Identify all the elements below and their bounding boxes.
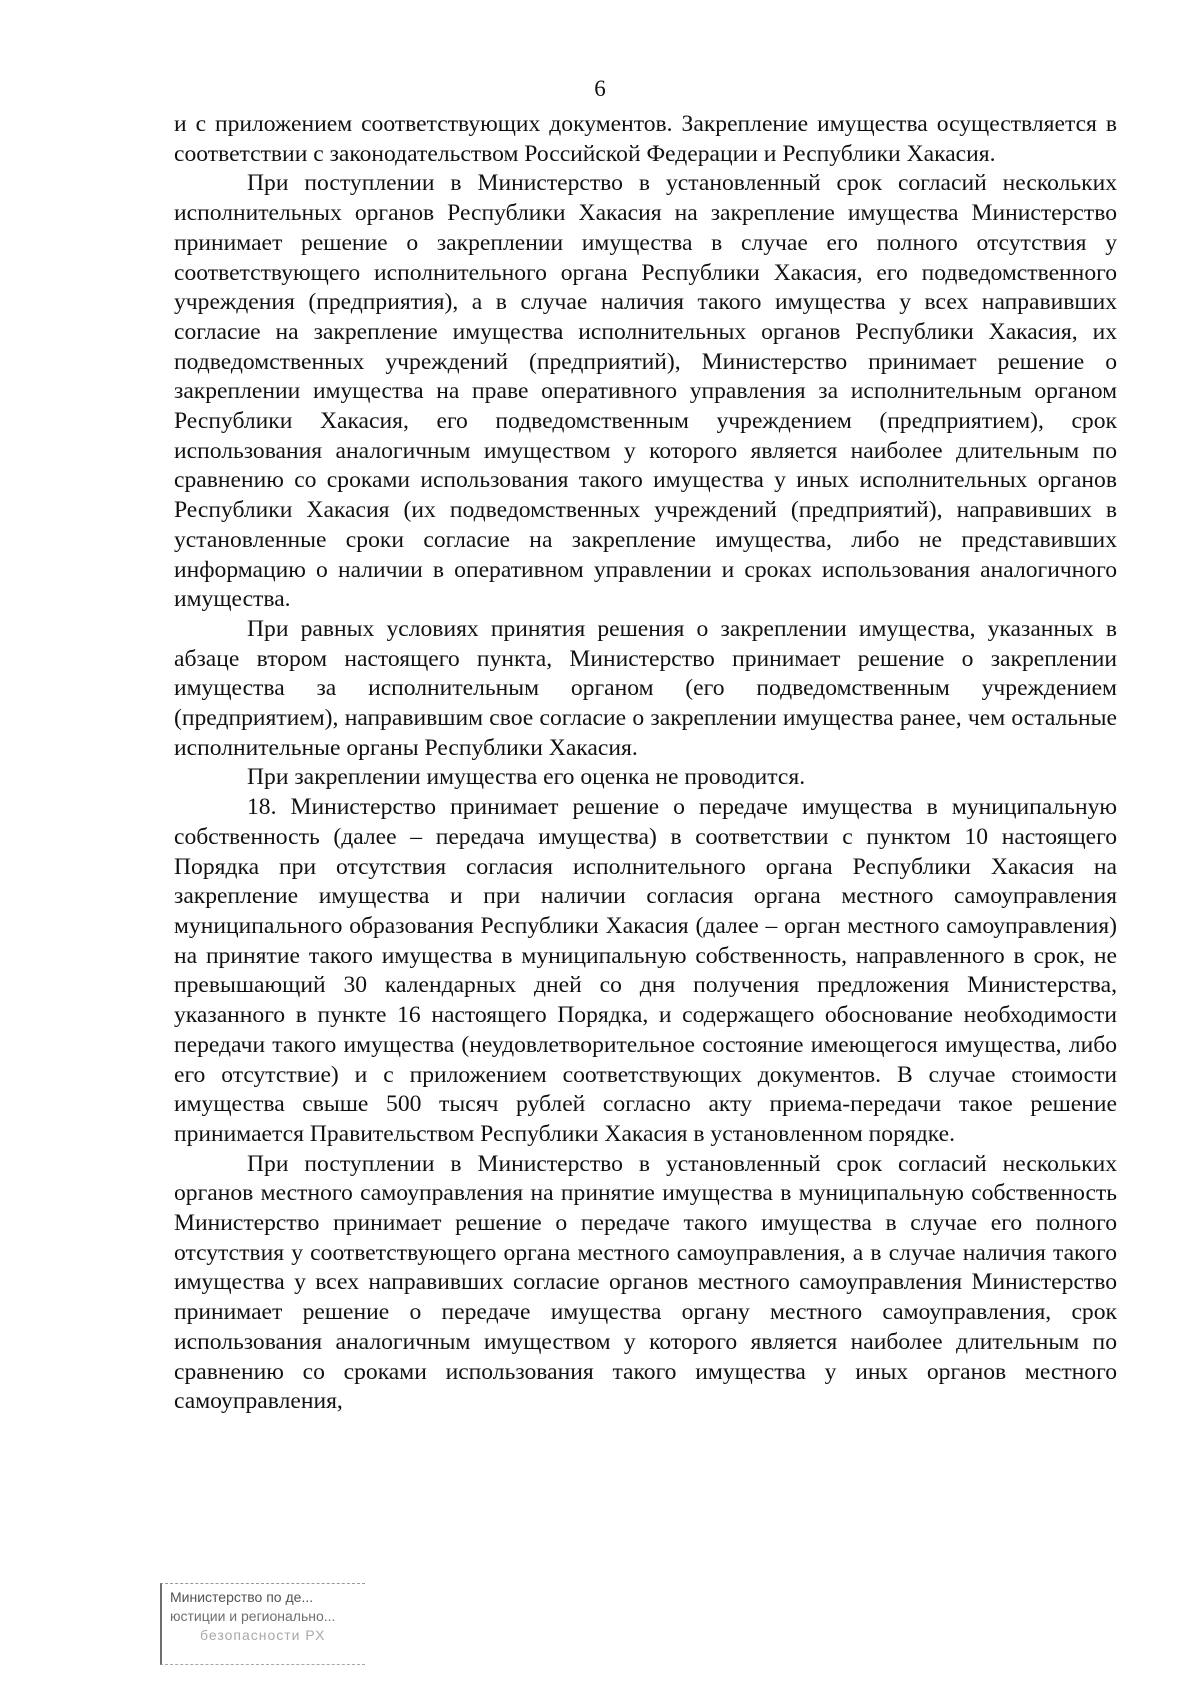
stamp-line-1: Министерство по де... <box>170 1589 314 1605</box>
registration-stamp <box>160 1583 365 1665</box>
paragraph-3: При равных условиях принятия решения о закреплении имущества, указанных в абзаце втором настоящего пункта, Министерство принимает решение о закреплении имущества за исполнительным органом (его подведомственным учреждением (предприятием), направившим свое согласие о закреплении имущества ранее, чем остальные исполнительные органы Республики Хакасия. <box>174 615 1117 761</box>
page-number: 6 <box>594 76 606 101</box>
paragraph-1: и с приложением соответствующих документов. Закрепление имущества осуществляется в соответствии с законодательством Российской Федерации и Республики Хакасия. <box>174 111 1117 167</box>
stamp-line-2: юстиции и регионально... <box>170 1608 336 1624</box>
document-body <box>174 110 1117 1417</box>
paragraph-6: При поступлении в Министерство в установленный срок согласий нескольких органов местного самоуправления на принятие имущества в муниципальную собственность Министерство принимает решение о передаче такого имущества в случае его полного отсутствия у соответствующего органа местного самоуправления, а в случае наличия такого имущества у всех направивших согласие органов местного самоуправления Министерство принимает решение о передаче имущества органу местного самоуправления, срок использования аналогичным имуществом у которого является наиболее длительным по сравнению со сроками использования такого имущества у иных органов местного самоуправления, <box>174 1150 1117 1415</box>
paragraph-2: При поступлении в Министерство в установленный срок согласий нескольких исполнительных органов Республики Хакасия на закрепление имущества Министерство принимает решение о закреплении имущества в случае его полного отсутствия у соответствующего исполнительного органа Республики Хакасия, его подведомственного учреждения (предприятия), а в случае наличия такого имущества у всех направивших согласие на закрепление имущества исполнительных органов Республики Хакасия, их подведомственных учреждений (предприятий), Министерство принимает решение о закреплении имущества на праве оперативного управления за исполнительным органом Республики Хакасия, его подведомственным учреждением (предприятием), срок использования аналогичным имуществом у которого является наиболее длительным по сравнению со сроками использования такого имущества у иных исполнительных органов Республики Хакасия (их подведомственных учреждений (предприятий), направивших в установленные сроки согласие на закрепление имущества, либо не представивших информацию о наличии в оперативном управлении и сроках использования аналогичного имущества. <box>174 170 1117 613</box>
paragraph-5-item-18: 18. Министерство принимает решение о передаче имущества в муниципальную собственность (далее – передача имущества) в соответствии с пунктом 10 настоящего Порядка при отсутствия согласия исполнительного органа Республики Хакасия на закрепление имущества и при наличии согласия органа местного самоуправления муниципального образования Республики Хакасия (далее – орган местного самоуправления) на принятие такого имущества в муниципальную собственность, направленного в срок, не превышающий 30 календарных дней со дня получения предложения Министерства, указанного в пункте 16 настоящего Порядка, и содержащего обоснование необходимости передачи такого имущества (неудовлетворительное состояние имеющегося имущества, либо его отсутствие) и с приложением соответствующих документов. В случае стоимости имущества свыше 500 тысяч рублей согласно акту приема-передачи такое решение принимается Правительством Республики Хакасия в установленном порядке. <box>174 794 1117 1147</box>
stamp-line-3: безопасности РХ <box>200 1627 326 1643</box>
paragraph-4: При закреплении имущества его оценка не проводится. <box>247 764 806 791</box>
